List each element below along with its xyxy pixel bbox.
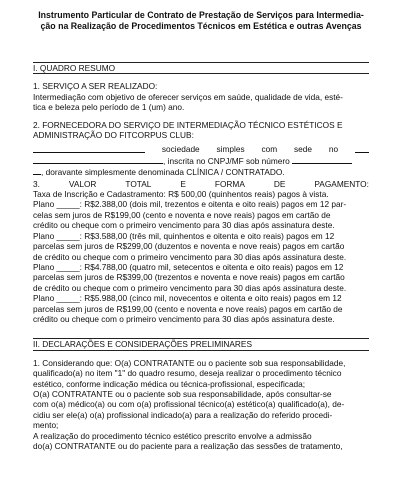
plan-line: crédito ou cheque com o primeiro vencimento para 30 dias após assinatura deste. [33, 313, 335, 324]
address-continued-blank[interactable] [33, 155, 163, 164]
document-title [33, 10, 369, 32]
title-line-2: ção na Realização de Procedimentos Técnicos em Estética e outras Avenças [40, 21, 362, 31]
document-body [33, 62, 369, 451]
word-de: DE [273, 178, 286, 189]
word-e: E [180, 178, 186, 189]
word-total: TOTAL [125, 178, 152, 189]
section-1 [33, 62, 369, 324]
item-2-heading: 2. FORNECEDORA DO SERVIÇO DE INTERMEDIAÇÃO TÉCNICO ESTÉTICOS E [33, 119, 343, 130]
plan-line: Plano _____: R$3.588,00 (três mil, quinhentos e oitenta e oito reais) pagos em 12 [33, 230, 335, 241]
word-pagamento: PAGAMENTO: [314, 178, 369, 189]
item-3-heading [33, 179, 369, 189]
paragraph-line: do(a) CONTRATANTE ou do paciente para a realização das sessões de tratamento, [33, 441, 343, 451]
plan-line: de crédito ou cheque com o primeiro vencimento para 30 dias após assinatura deste. [33, 282, 347, 293]
plan-line: celas sem juros de R$199,00 (cento e noventa e nove reais) pagos em cartão de [33, 209, 331, 220]
cnpj-continued-blank[interactable] [33, 166, 41, 175]
word-forma: FORMA [214, 178, 245, 189]
plan-line: Plano _____: R$5.988,00 (cinco mil, novecentos e oitenta e oito reais) pagos em 12 [33, 293, 342, 304]
section-1-bottom-rule [33, 73, 369, 74]
word-sociedade: sociedade [161, 144, 200, 155]
paragraph-line: cidiu ser ele(a) o(a) profissional indicado(a) para a realização do referido procedi- [33, 409, 333, 420]
plan-4 [33, 293, 369, 324]
paragraph-line: O(a) CONTRATANTE ou o paciente sob sua responsabilidade, após consultar-se [33, 388, 332, 399]
section-2-paragraph-1 [33, 358, 369, 389]
address-blank[interactable] [355, 144, 369, 153]
item-2-line-1 [33, 144, 369, 154]
section-2-heading: II. DECLARAÇÕES E CONSIDERAÇÕES PRELIMINARES [33, 339, 252, 350]
cnpj-number-blank[interactable] [292, 155, 352, 164]
item-1-line: tica e beleza pelo período de 1 (um) ano. [33, 102, 185, 113]
item-2-heading: ADMINISTRAÇÃO DO FITCORPUS CLUB: [33, 130, 194, 141]
paragraph-line: qualificado(a) no item "1" do quadro resumo, deseja realizar o procedimento técnico [33, 368, 342, 379]
word-no: no [328, 144, 339, 155]
section-2 [33, 338, 369, 451]
item-1-service [33, 81, 369, 112]
item-3-payment [33, 179, 369, 325]
plan-line: crédito ou cheque com o primeiro vencimento para 30 dias após assinatura deste. [33, 220, 335, 231]
paragraph-line: com o(a) médico(a) ou com o(a) profissional técnico(a) estético(a) qualificado(a), de- [33, 399, 345, 410]
plan-2 [33, 231, 369, 262]
plan-line: parcelas sem juros de R$399,00 (trezentos e noventa e nove reais) pagos em cartão [33, 272, 345, 283]
plan-line: Plano _____: R$2.388,00 (dois mil, trezentos e oitenta e oito reais) pagos em 12 par- [33, 199, 347, 210]
plan-line: parcelas sem juros de R$299,00 (duzentos e noventa e nove reais) pagos em cartão [33, 241, 345, 252]
registration-fee: Taxa de Inscrição e Cadastramento: R$ 500,00 (quinhentos reais) pagos à vista. [33, 189, 329, 200]
item-1-line: Intermediação com objetivo de oferecer serviços em saúde, qualidade de vida, esté- [33, 91, 343, 102]
word-valor: VALOR [68, 178, 97, 189]
plan-line: de crédito ou cheque com o primeiro vencimento para 30 dias após assinatura deste. [33, 251, 347, 262]
paragraph-line: mento; [33, 420, 59, 431]
section-2-paragraph-3 [33, 431, 369, 452]
item-1-heading: 1. SERVIÇO A SER REALIZADO: [33, 81, 158, 92]
title-line-1: Instrumento Particular de Contrato de Prestação de Serviços para Intermedia- [38, 10, 364, 20]
word-sede: sede [294, 144, 313, 155]
plan-line: parcelas sem juros de R$199,00 (cento e noventa e nove reais) pagos em cartão de [33, 303, 343, 314]
section-2-paragraph-2 [33, 389, 369, 431]
paragraph-line: estético, conforme indicação médica ou técnica-profissional, especificada; [33, 378, 306, 389]
item-2-line-2 [33, 155, 369, 166]
cnpj-text: , inscrita no CNPJ/MF sob número [163, 155, 290, 166]
word-simples: simples [216, 144, 245, 155]
plan-1 [33, 199, 369, 230]
section-2-bottom-rule [33, 350, 369, 351]
plan-3 [33, 262, 369, 293]
company-name-blank[interactable] [33, 144, 145, 153]
plan-line: Plano _____: R$4.788,00 (quatro mil, setecentos e oitenta e oito reais) pagos em 12 [33, 261, 344, 272]
item-2-supplier [33, 120, 369, 178]
section-1-heading: I. QUADRO RESUMO [33, 63, 116, 73]
word-com: com [261, 144, 278, 155]
paragraph-line: 1. Considerando que: O(a) CONTRATANTE ou o paciente sob sua responsabilidade, [33, 357, 346, 368]
denominated-text: , doravante simplesmente denominada CLÍNICA / CONTRATADO. [41, 167, 285, 178]
item-3-number: 3. [33, 178, 40, 189]
item-2-line-3 [33, 166, 369, 177]
paragraph-line: A realização do procedimento técnico estético prescrito envolve a admissão [33, 430, 312, 441]
